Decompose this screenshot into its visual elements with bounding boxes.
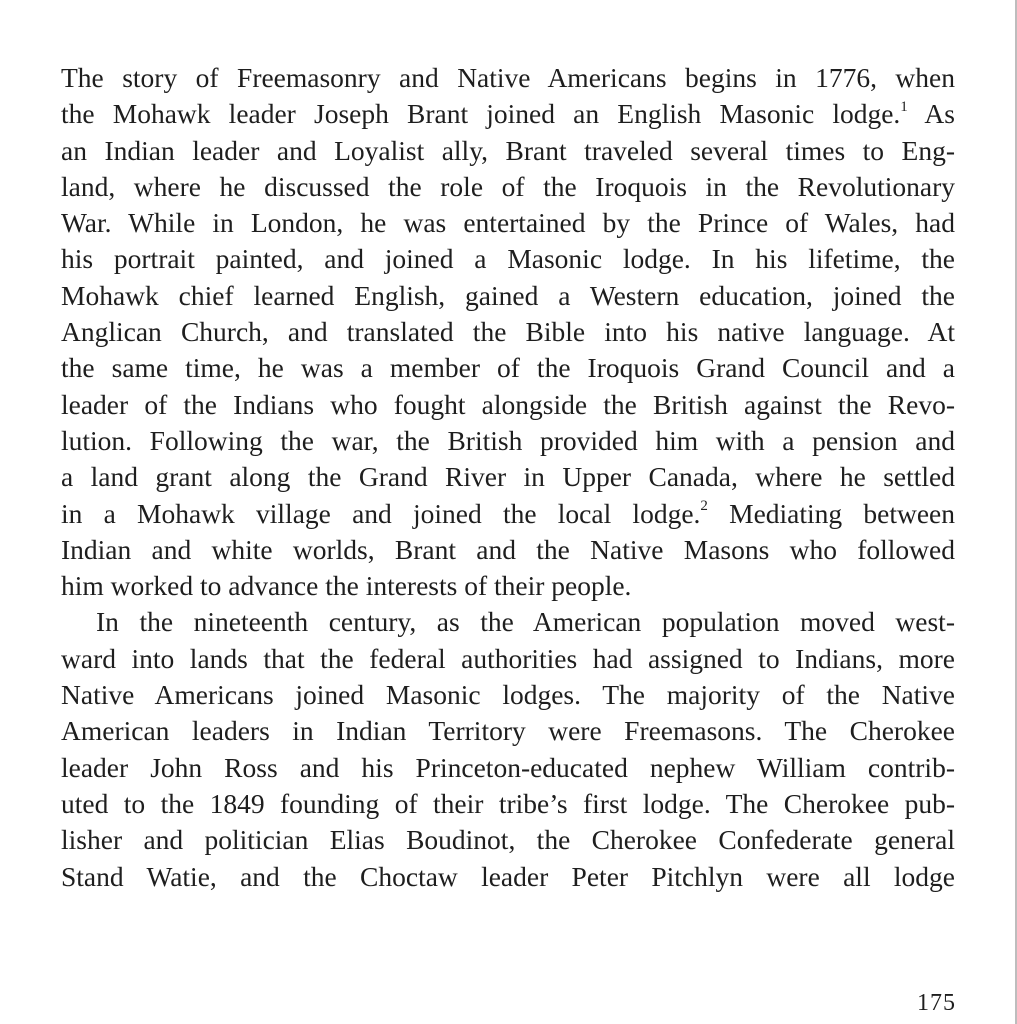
text-line: uted to the 1849 founding of their tribe’s first lodge. The Cherokee pub- xyxy=(61,787,955,819)
text-line: an Indian leader and Loyalist ally, Brant traveled several times to Eng- xyxy=(61,134,955,166)
body-text xyxy=(61,60,955,895)
text-line: The story of Freemasonry and Native Americans begins in 1776, when xyxy=(61,62,955,93)
footnote-marker-2[interactable]: 2 xyxy=(700,498,708,515)
text-line: Anglican Church, and translated the Bible into his native language. At xyxy=(61,316,955,348)
text-line: Mohawk chief learned English, gained a Western education, joined the xyxy=(61,279,955,311)
text-line xyxy=(61,96,955,132)
page-number: 175 xyxy=(917,990,956,1016)
paragraph-2 xyxy=(61,604,955,894)
text-line: Native Americans joined Masonic lodges. The majority of the Native xyxy=(61,679,955,711)
text-line xyxy=(61,496,955,532)
text-line: War. While in London, he was entertained by the Prince of Wales, had xyxy=(61,207,955,239)
text-line: In the nineteenth century, as the American population moved west- xyxy=(96,606,955,638)
text-span: in a Mohawk village and joined the local lodge. xyxy=(61,497,701,529)
text-line: the same time, he was a member of the Iroquois Grand Council and a xyxy=(61,352,955,384)
text-line: ward into lands that the federal authorities had assigned to Indians, more xyxy=(61,642,955,674)
text-span: As xyxy=(907,98,955,130)
text-line: lisher and politician Elias Boudinot, the Cherokee Confederate general xyxy=(61,824,955,856)
text-line: Indian and white worlds, Brant and the Native Masons who followed xyxy=(61,533,955,565)
text-line: his portrait painted, and joined a Masonic lodge. In his lifetime, the xyxy=(61,243,955,275)
text-line: leader John Ross and his Princeton-educated nephew William contrib- xyxy=(61,751,955,783)
text-line: American leaders in Indian Territory were Freemasons. The Cherokee xyxy=(61,715,955,747)
paragraph-1 xyxy=(61,60,955,604)
footnote-marker-1[interactable]: 1 xyxy=(900,99,908,116)
text-line: Stand Watie, and the Choctaw leader Peter Pitchlyn were all lodge xyxy=(61,860,955,892)
text-line: him worked to advance the interests of their people. xyxy=(61,570,632,602)
text-line: lution. Following the war, the British provided him with a pension and xyxy=(61,424,955,456)
text-span: Mediating between xyxy=(707,497,955,529)
text-span: the Mohawk leader Joseph Brant joined an English Masonic lodge. xyxy=(61,98,901,130)
text-line: a land grant along the Grand River in Upper Canada, where he settled xyxy=(61,461,955,493)
text-line: land, where he discussed the role of the Iroquois in the Revolutionary xyxy=(61,170,955,202)
text-line: leader of the Indians who fought alongside the British against the Revo- xyxy=(61,388,955,420)
